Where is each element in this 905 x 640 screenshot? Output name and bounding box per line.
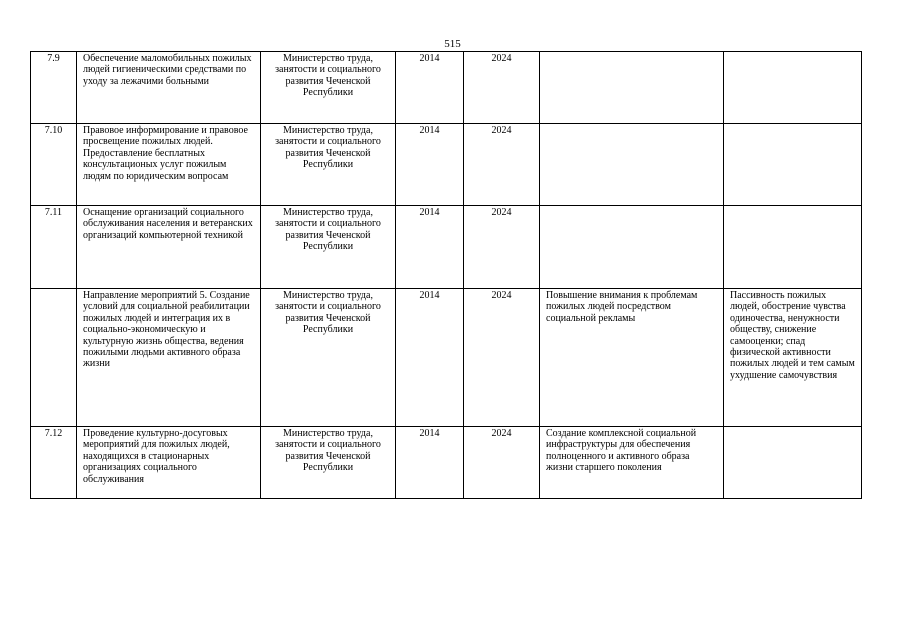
start-year-cell: 2014 bbox=[396, 52, 464, 124]
consequence-cell bbox=[724, 206, 862, 289]
activity-cell: Правовое информирование и правовое просвещение пожилых людей. Предоставление бесплатных консультационых услуг пожилым людям по юридическим вопросам bbox=[77, 124, 261, 206]
start-year-cell: 2014 bbox=[396, 124, 464, 206]
row-number-cell: 7.11 bbox=[31, 206, 77, 289]
end-year-cell: 2024 bbox=[464, 206, 540, 289]
table-row bbox=[31, 124, 862, 206]
row-number-cell bbox=[31, 289, 77, 427]
table-row bbox=[31, 289, 862, 427]
table-row bbox=[31, 206, 862, 289]
table-row bbox=[31, 52, 862, 124]
activity-cell: Направление мероприятий 5. Создание условий для социальной реабилитации пожилых людей и интеграция их в социально-экономическую и культурную жизнь общества, ведения пожилыми людьми активного образа жизни bbox=[77, 289, 261, 427]
consequence-cell: Пассивность пожилых людей, обострение чувства одиночества, ненужности обществу, снижение самооценки; спад физической активности пожилых людей и тем самым ухудшение самочувствия bbox=[724, 289, 862, 427]
executor-cell: Министерство труда, занятости и социального развития Чеченской Республики bbox=[261, 124, 396, 206]
start-year-cell: 2014 bbox=[396, 206, 464, 289]
executor-cell: Министерство труда, занятости и социального развития Чеченской Республики bbox=[261, 206, 396, 289]
result-cell: Повышение внимания к проблемам пожилых людей посредством социальной рекламы bbox=[540, 289, 724, 427]
consequence-cell bbox=[724, 124, 862, 206]
start-year-cell: 2014 bbox=[396, 427, 464, 499]
consequence-cell bbox=[724, 427, 862, 499]
row-number-cell: 7.10 bbox=[31, 124, 77, 206]
end-year-cell: 2024 bbox=[464, 124, 540, 206]
result-cell bbox=[540, 52, 724, 124]
executor-cell: Министерство труда, занятости и социального развития Чеченской Республики bbox=[261, 427, 396, 499]
executor-cell: Министерство труда, занятости и социального развития Чеченской Республики bbox=[261, 52, 396, 124]
start-year-cell: 2014 bbox=[396, 289, 464, 427]
result-cell bbox=[540, 206, 724, 289]
row-number-cell: 7.9 bbox=[31, 52, 77, 124]
activity-cell: Обеспечение маломобильных пожилых людей гигиеническими средствами по уходу за лежачими больными bbox=[77, 52, 261, 124]
row-number-cell: 7.12 bbox=[31, 427, 77, 499]
end-year-cell: 2024 bbox=[464, 289, 540, 427]
consequence-cell bbox=[724, 52, 862, 124]
page-number: 515 bbox=[444, 38, 461, 50]
activity-cell: Проведение культурно-досуговых мероприятий для пожилых людей, находящихся в стационарных организациях социального обслуживания bbox=[77, 427, 261, 499]
table-row bbox=[31, 427, 862, 499]
activity-cell: Оснащение организаций социального обслуживания населения и ветеранских организаций компьютерной техникой bbox=[77, 206, 261, 289]
end-year-cell: 2024 bbox=[464, 52, 540, 124]
executor-cell: Министерство труда, занятости и социального развития Чеченской Республики bbox=[261, 289, 396, 427]
measures-table bbox=[30, 51, 862, 499]
end-year-cell: 2024 bbox=[464, 427, 540, 499]
result-cell: Создание комплексной социальной инфраструктуры для обеспечения полноценного и активного образа жизни старшего поколения bbox=[540, 427, 724, 499]
result-cell bbox=[540, 124, 724, 206]
